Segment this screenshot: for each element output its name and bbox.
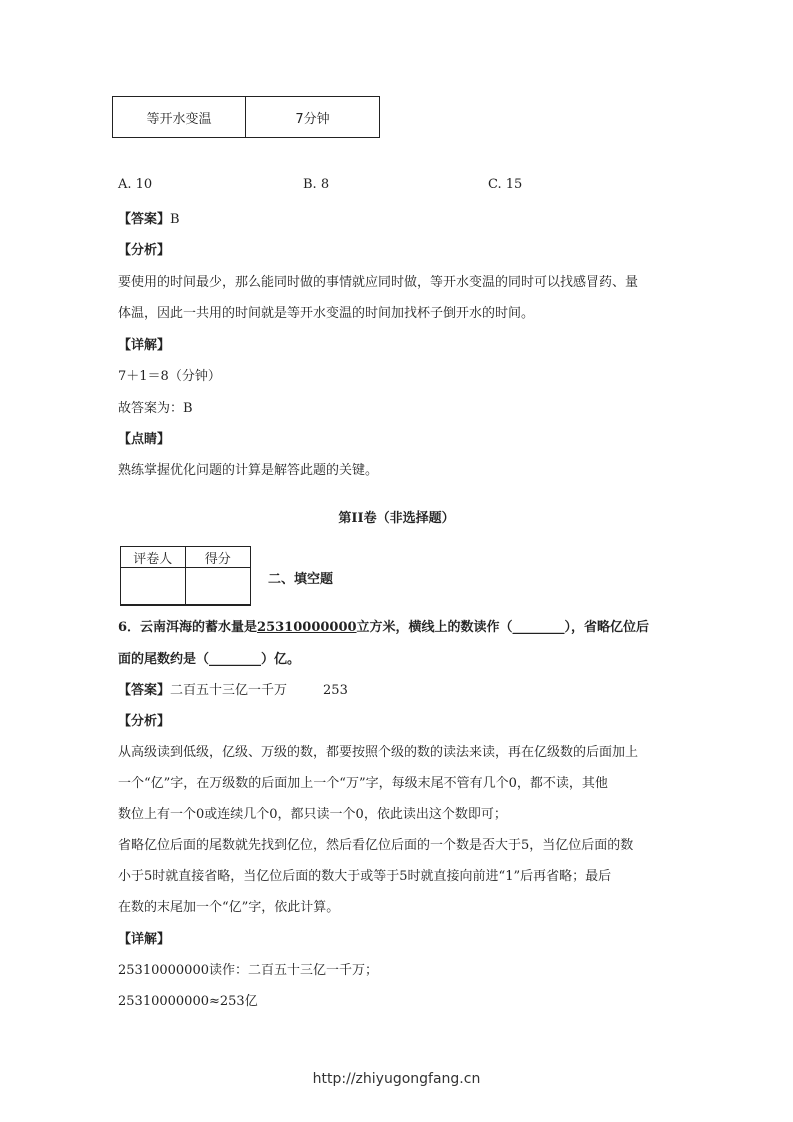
comment-text-line: 熟练掌握优化问题的计算是解答此题的关键。: [118, 463, 379, 478]
question-6-number: 25310000000: [257, 620, 357, 635]
question-6-line-2: 面的尾数约是（________）亿。: [118, 652, 301, 667]
option-a: A. 10: [118, 177, 153, 192]
detail-text-line: 故答案为：B: [118, 401, 193, 416]
answer-line: [118, 679, 348, 698]
part-title: 二、填空题: [268, 572, 334, 587]
table-cell-task: 等开水变温: [113, 97, 246, 137]
question-6-mid: 立方米，横线上的数读作（________），省略亿位后: [356, 620, 650, 635]
analysis-text-line: 在数的末尾加一个“亿”字，依此计算。: [118, 900, 340, 915]
option-c: C. 15: [488, 177, 523, 192]
analysis-text-line: 一个“亿”字，在万级数的后面加上一个“万”字，每级末尾不管有几个0，都不读，其他: [118, 776, 608, 791]
time-table: [112, 96, 380, 138]
score-table-score-header: 得分: [204, 551, 231, 567]
score-table: [120, 546, 251, 606]
comment-label: 【点睛】: [118, 432, 171, 447]
answer-value: 二百五十三亿一千万: [170, 683, 288, 698]
option-b: B. 8: [303, 177, 330, 192]
detail-text-line: 7＋1＝8（分钟）: [118, 369, 221, 384]
detail-label: 【详解】: [118, 338, 171, 353]
analysis-text-line: 体温，因此一共用的时间就是等开水变温的时间加找杯子倒开水的时间。: [118, 306, 535, 321]
analysis-label: 【分析】: [118, 714, 171, 729]
score-table-score-cell: [186, 568, 251, 604]
section-title: 第II卷（非选择题）: [338, 511, 455, 526]
analysis-text-line: 要使用的时间最少，那么能同时做的事情就应同时做，等开水变温的同时可以找感冒药、量: [118, 275, 639, 290]
question-6-prefix: 6．云南洱海的蓄水量是: [118, 620, 258, 635]
answer-value: B: [170, 212, 180, 227]
table-cell-time: 7分钟: [295, 111, 330, 127]
answer-label: 【答案】: [118, 683, 171, 698]
analysis-text-line: 从高级读到低级，亿级、万级的数，都要按照个级的数的读法来读，再在亿级数的后面加上: [118, 745, 639, 760]
analysis-text-line: 省略亿位后面的尾数就先找到亿位，然后看亿位后面的一个数是否大于5，当亿位后面的数: [118, 838, 634, 853]
answer-label: 【答案】: [118, 212, 171, 227]
detail-label: 【详解】: [118, 932, 171, 947]
answer-line: [118, 208, 180, 227]
question-6-line: [118, 616, 649, 635]
analysis-text-line: 小于5时就直接省略，当亿位后面的数大于或等于5时就直接向前进“1”后再省略；最后: [118, 869, 612, 884]
footer-url: http://zhiyugongfang.cn: [312, 1071, 481, 1087]
score-table-reviewer-cell: [121, 568, 186, 604]
answer-value: 253: [323, 683, 348, 698]
detail-text-line: 25310000000读作：二百五十三亿一千万；: [118, 963, 378, 978]
analysis-text-line: 数位上有一个0或连续几个0，都只读一个0，依此读出这个数即可；: [118, 807, 507, 822]
analysis-label: 【分析】: [118, 243, 171, 258]
score-table-reviewer-header: 评卷人: [121, 547, 186, 567]
detail-text-line: 25310000000≈253亿: [118, 994, 258, 1009]
